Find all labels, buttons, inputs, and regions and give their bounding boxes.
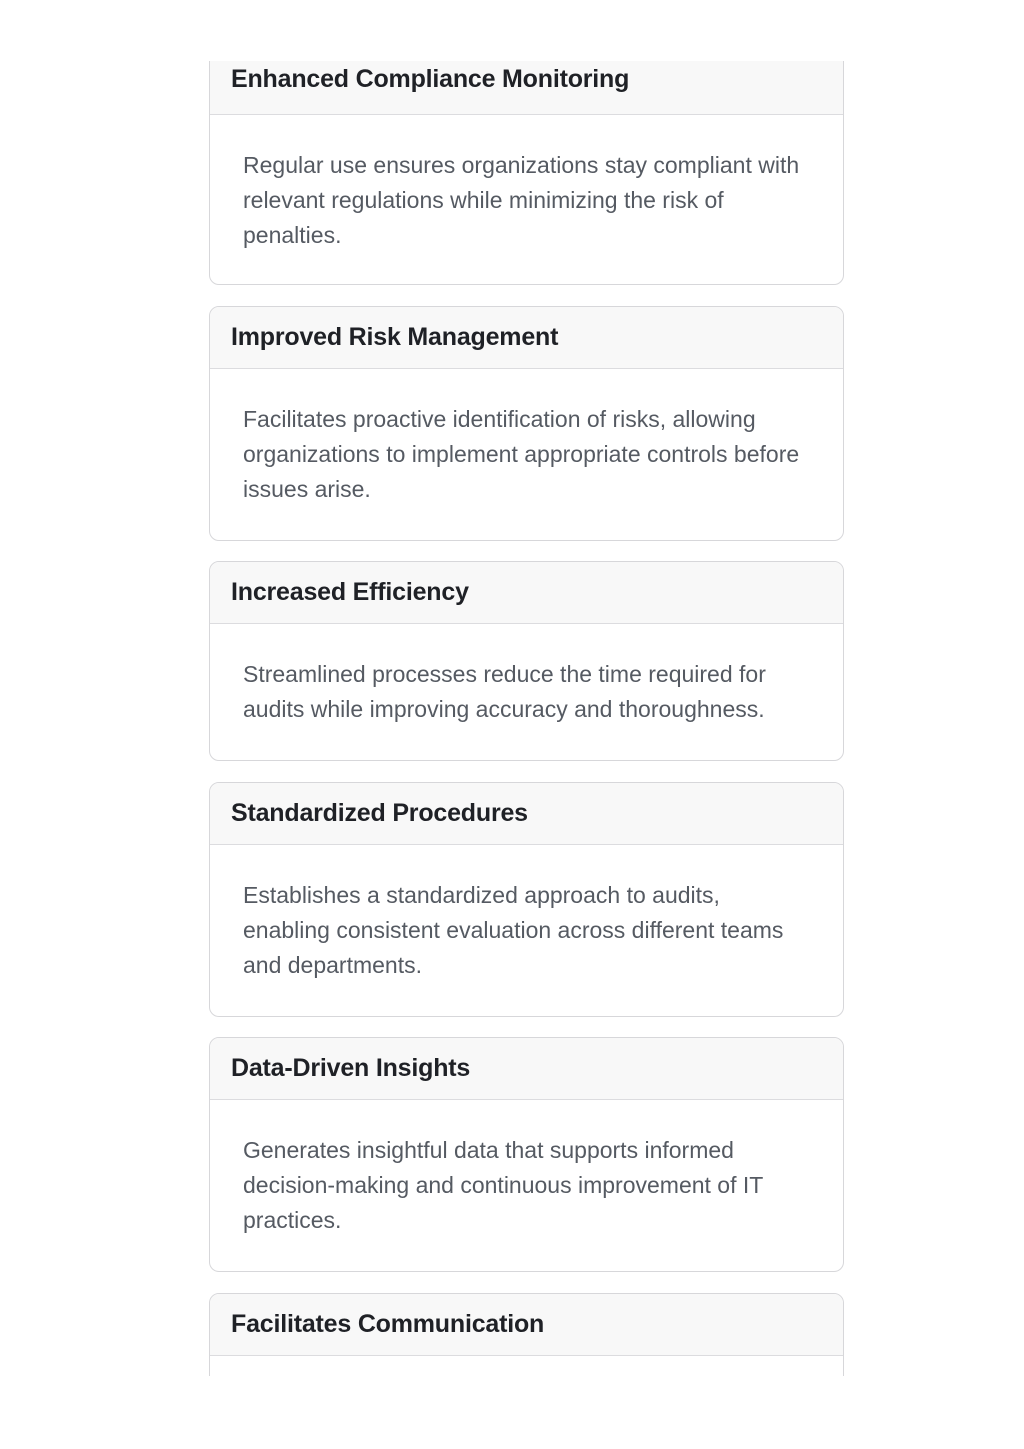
card-header [210,1038,843,1100]
card-body [210,1356,843,1376]
card-header [210,1294,843,1356]
card-body [210,369,843,537]
benefit-card [209,61,844,285]
card-description: Facilitates proactive identification of risks, allowing organizations to implement appropriate controls before issues arise. [243,406,800,502]
card-body [210,1100,843,1268]
card-title: Data-Driven Insights [231,1054,471,1082]
card-title: Facilitates Communication [231,1310,545,1338]
benefit-card [209,782,844,1017]
card-body [210,845,843,1013]
card-title: Increased Efficiency [231,578,469,606]
benefit-card [209,561,844,761]
card-header [210,61,843,115]
card-body [210,624,843,757]
scroll-viewport[interactable] [0,61,1024,1376]
card-title: Enhanced Compliance Monitoring [231,65,630,93]
card-description: Regular use ensures organizations stay compliant with relevant regulations while minimizing the risk of penalties. [243,152,800,248]
card-title: Standardized Procedures [231,799,528,827]
card-description: Generates insightful data that supports informed decision-making and continuous improvement of IT practices. [243,1137,763,1233]
card-header [210,307,843,369]
benefit-card [209,1037,844,1272]
benefit-card [209,1293,844,1376]
card-description: Streamlined processes reduce the time required for audits while improving accuracy and thoroughness. [243,661,766,722]
benefit-card [209,306,844,541]
card-body [210,115,843,283]
card-title: Improved Risk Management [231,323,559,351]
card-header [210,783,843,845]
card-header [210,562,843,624]
card-description: Establishes a standardized approach to audits, enabling consistent evaluation across different teams and departments. [243,882,784,978]
